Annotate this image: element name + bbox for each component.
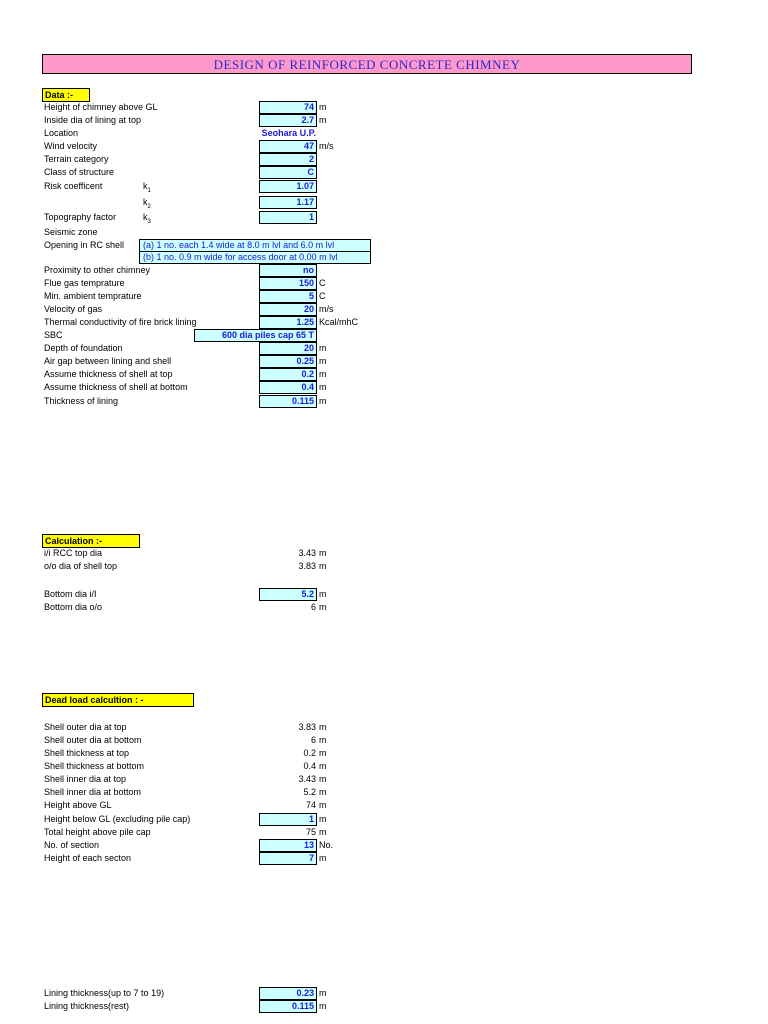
row-label: Total height above pile cap [44,827,151,837]
row-label: Thickness of lining [44,396,119,406]
ambient-temp-cell[interactable]: 5 [259,290,317,303]
wind-velocity-cell[interactable]: 47 [259,140,317,153]
unit: m [319,602,327,612]
row-label: Bottom dia o/o [44,602,103,612]
bottom-dia-inner-cell[interactable]: 5.2 [259,588,317,601]
value-cell[interactable]: 3.43 [298,548,316,558]
row-label: Shell outer dia at top [44,722,127,732]
unit: m [319,369,327,379]
row-label: Shell outer dia at bottom [44,735,142,745]
unit: m [319,102,327,112]
row-label: Location [44,128,79,138]
row-label: Lining thickness(up to 7 to 19) [44,988,165,998]
row-label: Class of structure [44,167,115,177]
row-label: Risk coefficent [44,181,103,191]
air-gap-cell[interactable]: 0.25 [259,355,317,368]
no-of-section-cell[interactable]: 13 [259,839,317,852]
lining-dia-cell[interactable]: 2.7 [259,114,317,127]
unit: m [319,827,327,837]
row-label: Min. ambient temprature [44,291,142,301]
row-label: Wind velocity [44,141,98,151]
unit: C [319,278,326,288]
calculation-section-header: Calculation :- [42,534,140,548]
chimney-height-cell[interactable]: 74 [259,101,317,114]
unit: m/s [319,141,334,151]
unit: m [319,774,327,784]
row-label: SBC [44,330,63,340]
unit: m [319,115,327,125]
row-label: Height of each secton [44,853,132,863]
value-cell[interactable]: 3.83 [298,561,316,571]
row-label: Shell thickness at top [44,748,130,758]
unit: m [319,1001,327,1011]
unit: m [319,722,327,732]
row-label: Topography factor [44,212,117,222]
k-symbol: $k_2$ [143,197,151,210]
row-label: Bottom dia i/I [44,589,97,599]
row-label: Depth of foundation [44,343,123,353]
row-label: Height above GL [44,800,112,810]
row-label: Thermal conductivity of fire brick lining [44,317,197,327]
row-label: Seismic zone [44,227,98,237]
row-label: Shell thickness at bottom [44,761,145,771]
section-height-cell[interactable]: 7 [259,852,317,865]
unit: Kcal/mhC [319,317,359,327]
unit: m [319,589,327,599]
row-label: Flue gas temprature [44,278,125,288]
opening-line-b-cell[interactable]: (b) 1 no. 0.9 m wide for access door at 0.00 m lvl [139,251,371,264]
row-label: Assume thickness of shell at top [44,369,173,379]
shell-top-thickness-cell[interactable]: 0.2 [259,368,317,381]
terrain-category-cell[interactable]: 2 [259,153,317,166]
unit: m/s [319,304,334,314]
proximity-cell[interactable]: no [259,264,317,277]
value-cell[interactable]: 3.83 [298,722,316,732]
unit: m [319,343,327,353]
row-label: Lining thickness(rest) [44,1001,130,1011]
unit: m [319,800,327,810]
row-label: No. of section [44,840,100,850]
unit: m [319,814,327,824]
unit: m [319,735,327,745]
dead-load-section-header: Dead load calcultion : - [42,693,194,707]
unit: m [319,382,327,392]
risk-k2-cell[interactable]: 1.17 [259,196,317,209]
risk-k1-cell[interactable]: 1.07 [259,180,317,193]
row-label: Shell inner dia at bottom [44,787,142,797]
row-label: Terrain category [44,154,109,164]
value-cell[interactable]: 6 [310,735,316,745]
unit: m [319,988,327,998]
value-cell[interactable]: 74 [305,800,316,810]
row-label: Air gap between lining and shell [44,356,172,366]
foundation-depth-cell[interactable]: 20 [259,342,317,355]
topography-k3-cell[interactable]: 1 [259,211,317,224]
structure-class-cell[interactable]: C [259,166,317,179]
opening-line-a-cell[interactable]: (a) 1 no. each 1.4 wide at 8.0 m lvl and 6.0 m lvl [139,239,371,252]
lining-thickness-rest-cell[interactable]: 0.115 [259,1000,317,1013]
lining-thickness-up-cell[interactable]: 0.23 [259,987,317,1000]
row-label: Assume thickness of shell at bottom [44,382,188,392]
unit: m [319,356,327,366]
k-symbol: $k_3$ [143,212,151,225]
row-label: Height of chimney above GL [44,102,158,112]
row-label: Velocity of gas [44,304,103,314]
unit: m [319,787,327,797]
location-cell[interactable]: Seohara U.P. [261,128,316,138]
lining-thickness-cell[interactable]: 0.115 [259,395,317,408]
row-label: i/i RCC top dia [44,548,103,558]
unit: m [319,853,327,863]
unit: m [319,548,327,558]
k-symbol: $k_1$ [143,181,151,194]
unit: C [319,291,326,301]
value-cell[interactable]: 75 [305,827,316,837]
sbc-cell[interactable]: 600 dia piles cap 65 T [194,329,317,342]
row-label: Proximity to other chimney [44,265,151,275]
value-cell[interactable]: 5.2 [303,787,316,797]
value-cell[interactable]: 0.4 [303,761,316,771]
gas-velocity-cell[interactable]: 20 [259,303,317,316]
value-cell[interactable]: 3.43 [298,774,316,784]
thermal-conductivity-cell[interactable]: 1.25 [259,316,317,329]
data-section-header: Data :- [42,88,90,102]
value-cell[interactable]: 6 [310,602,316,612]
unit: No. [319,840,334,850]
unit: m [319,748,327,758]
row-label: Shell inner dia at top [44,774,127,784]
unit: m [319,396,327,406]
value-cell[interactable]: 0.2 [303,748,316,758]
row-label: o/o dia of shell top [44,561,118,571]
shell-bottom-thickness-cell[interactable]: 0.4 [259,381,317,394]
flue-gas-temp-cell[interactable]: 150 [259,277,317,290]
height-below-gl-cell[interactable]: 1 [259,813,317,826]
unit: m [319,561,327,571]
row-label: Height below GL (excluding pile cap) [44,814,191,824]
page-title: DESIGN OF REINFORCED CONCRETE CHIMNEY [42,54,692,74]
row-label: Opening in RC shell [44,240,125,250]
row-label: Inside dia of lining at top [44,115,142,125]
unit: m [319,761,327,771]
